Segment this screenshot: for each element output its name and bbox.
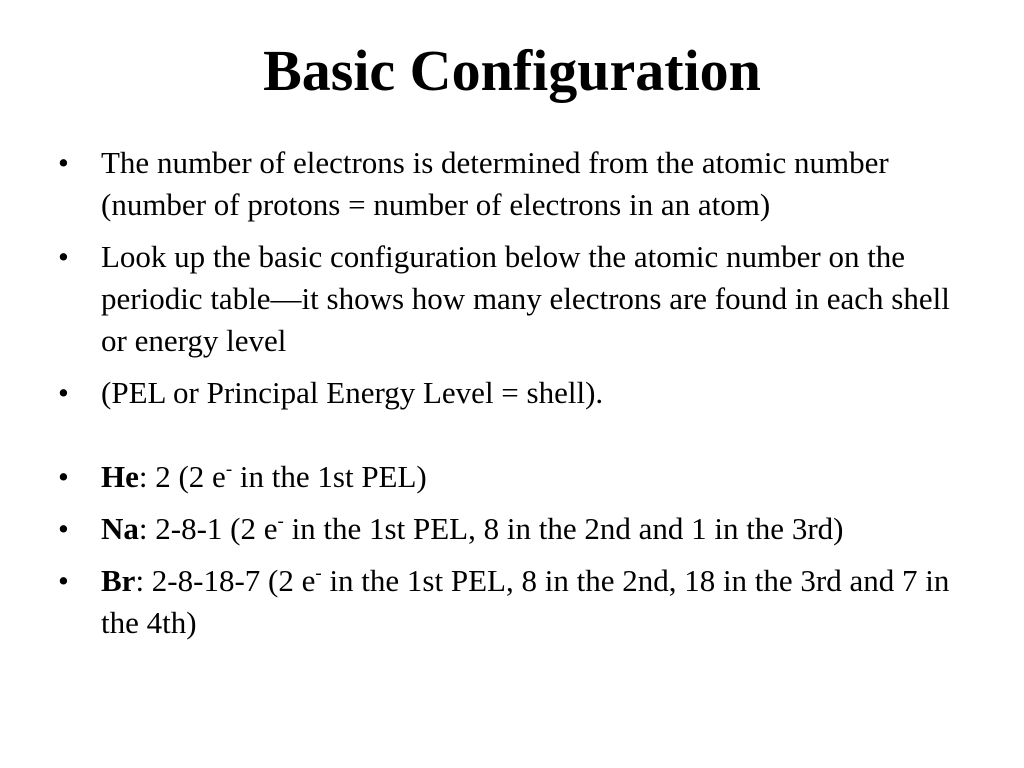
- element-description: in the 1st PEL, 8 in the 2nd, 18 in the 3rd and 7 in the 4th): [101, 563, 950, 640]
- bullet-icon: •: [58, 459, 69, 494]
- bullet-icon: •: [58, 511, 69, 546]
- element-symbol: He: [101, 459, 139, 494]
- example-item-na: [58, 508, 978, 550]
- bullet-text: Look up the basic configuration below the atomic number on the periodic table—it shows how many electrons are found in each shell or energy level: [101, 239, 950, 358]
- bullet-item: [58, 372, 978, 414]
- element-config: : 2-8-1 (2 e: [138, 511, 278, 546]
- bullet-icon: •: [58, 239, 69, 274]
- bullet-text: (PEL or Principal Energy Level = shell).: [101, 375, 604, 410]
- element-config: : 2-8-18-7 (2 e: [135, 563, 316, 598]
- element-description: in the 1st PEL): [232, 459, 427, 494]
- bullet-icon: •: [58, 145, 69, 180]
- element-symbol: Na: [101, 511, 139, 546]
- slide-title: Basic Configuration: [263, 38, 761, 103]
- element-symbol: Br: [101, 563, 136, 598]
- bullet-icon: •: [58, 375, 69, 410]
- example-item-he: [58, 456, 978, 498]
- bullet-item: [58, 142, 978, 226]
- element-config: : 2 (2 e: [138, 459, 226, 494]
- element-description: in the 1st PEL, 8 in the 2nd and 1 in the 3rd): [283, 511, 844, 546]
- bullet-item: [58, 236, 978, 362]
- bullet-text: The number of electrons is determined from the atomic number (number of protons = number of electrons in an atom): [101, 145, 889, 222]
- electron-charge-superscript: -: [277, 511, 284, 532]
- bullet-icon: •: [58, 563, 69, 598]
- electron-charge-superscript: -: [315, 563, 322, 584]
- bullet-list: [58, 142, 978, 654]
- electron-charge-superscript: -: [225, 459, 233, 480]
- example-item-br: [58, 560, 978, 644]
